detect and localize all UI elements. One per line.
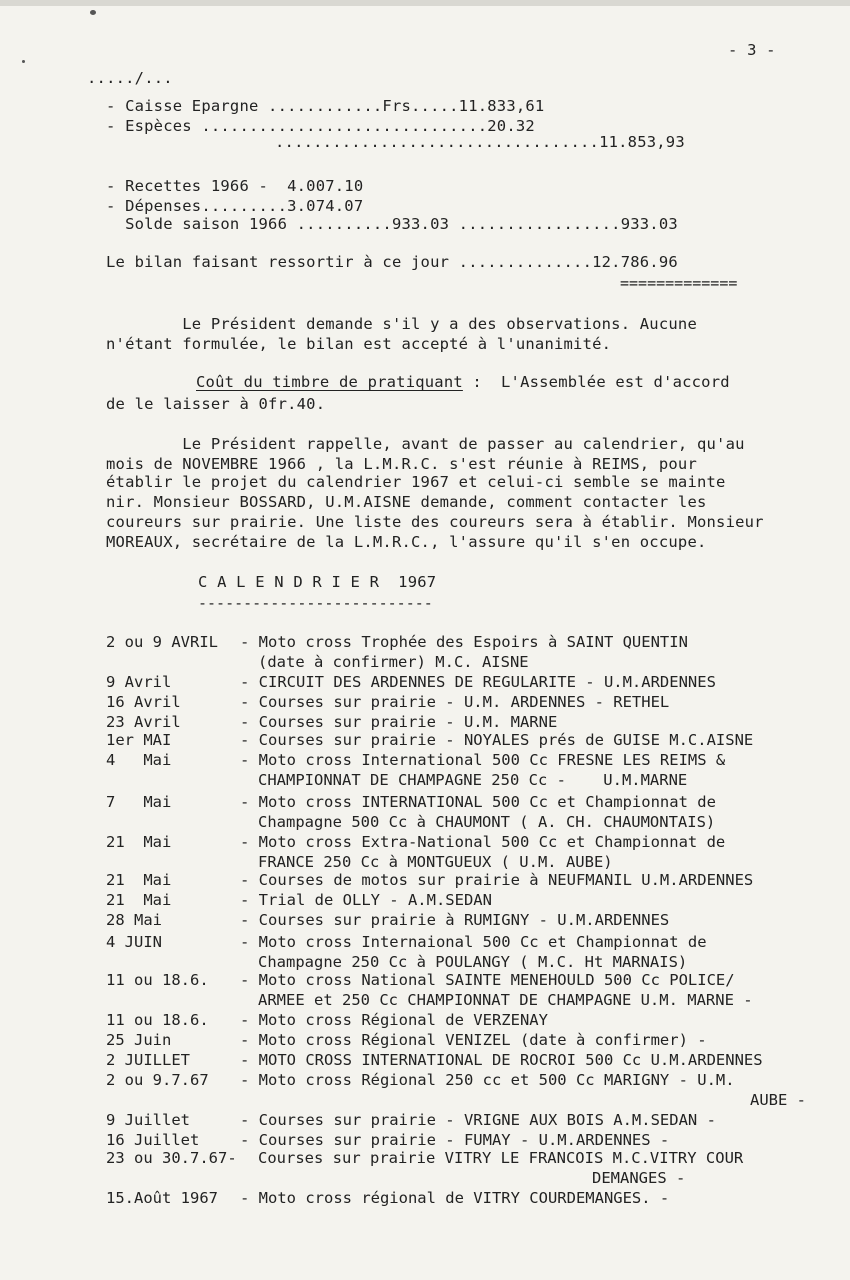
calendar-row-description: - CIRCUIT DES ARDENNES DE REGULARITE - U.M.ARDENNES [240, 673, 716, 691]
calendar-row-date: 4 Mai [106, 751, 172, 769]
calendar-row-description: Courses sur prairie VITRY LE FRANCOIS M.C.VITRY COUR [258, 1149, 744, 1167]
calendar-row-continuation: Champagne 250 Cc à POULANGY ( M.C. Ht MARNAIS) [258, 953, 688, 971]
paragraph-president-l3: établir le projet du calendrier 1967 et celui-ci semble se mainte [106, 473, 726, 491]
calendar-row-description: - Courses sur prairie - FUMAY - U.M.ARDENNES - [240, 1131, 670, 1149]
calendar-row-date: 16 Juillet [106, 1131, 200, 1149]
calendar-heading-underline: -------------------------- [198, 594, 433, 612]
calendar-row-date: 25 Juin [106, 1031, 172, 1049]
account-depenses: - Dépenses.........3.074.07 [106, 197, 364, 215]
calendar-heading: C A L E N D R I E R 1967 [198, 573, 437, 591]
calendar-row-date: 16 Avril [106, 693, 181, 711]
calendar-row-date: 1er MAI [106, 731, 172, 749]
paper-speck [22, 60, 25, 63]
account-solde: Solde saison 1966 ..........933.03 .................933.03 [106, 215, 678, 233]
timbre-heading: Coût du timbre de pratiquant [196, 373, 463, 391]
calendar-row-continuation: DEMANGES - [592, 1169, 686, 1187]
calendar-row-description: - Courses sur prairie à RUMIGNY - U.M.ARDENNES [240, 911, 670, 929]
calendar-row-description: - Courses sur prairie - NOYALES prés de GUISE M.C.AISNE [240, 731, 754, 749]
continuation-marker: ...../... [87, 69, 173, 87]
paragraph-timbre-l2: de le laisser à 0fr.40. [106, 395, 326, 413]
calendar-row-description: - Courses sur prairie - U.M. MARNE [240, 713, 558, 731]
account-caisse-epargne: - Caisse Epargne ............Frs.....11.833,61 [106, 97, 545, 115]
paragraph-observations-l2: n'étant formulée, le bilan est accepté à l'unanimité. [106, 335, 612, 353]
paper-speck [90, 10, 96, 15]
calendar-row-date: 21 Mai [106, 891, 172, 909]
calendar-row-date: 15.Août 1967 [106, 1189, 218, 1207]
calendar-row-date: 11 ou 18.6. [106, 1011, 209, 1029]
calendar-row-continuation: CHAMPIONNAT DE CHAMPAGNE 250 Cc - U.M.MARNE [258, 771, 688, 789]
account-especes: - Espèces ..............................20.32 [106, 117, 535, 135]
calendar-row-description: - Courses de motos sur prairie à NEUFMANIL U.M.ARDENNES [240, 871, 754, 889]
calendar-row-description: - Moto cross Trophée des Espoirs à SAINT QUENTIN [240, 633, 688, 651]
timbre-text: : L'Assemblée est d'accord [462, 373, 730, 391]
calendar-row-description: - Courses sur prairie - VRIGNE AUX BOIS A.M.SEDAN - [240, 1111, 716, 1129]
calendar-row-continuation: ARMEE et 250 Cc CHAMPIONNAT DE CHAMPAGNE U.M. MARNE - [258, 991, 753, 1009]
calendar-row-continuation: AUBE - [750, 1091, 806, 1109]
paragraph-president-l4: nir. Monsieur BOSSARD, U.M.AISNE demande, comment contacter les [106, 493, 707, 511]
calendar-row-date: 11 ou 18.6. [106, 971, 209, 989]
bilan-line: Le bilan faisant ressortir à ce jour ..............12.786.96 [106, 253, 678, 271]
calendar-row-date: 2 ou 9.7.67 [106, 1071, 209, 1089]
account-subtotal: ..................................11.853,93 [275, 133, 685, 151]
calendar-row-date: 7 Mai [106, 793, 172, 811]
calendar-row-date: 9 Juillet [106, 1111, 190, 1129]
calendar-row-description: - Moto cross Régional 250 cc et 500 Cc MARIGNY - U.M. [240, 1071, 735, 1089]
calendar-row-description: - Moto cross Extra-National 500 Cc et Championnat de [240, 833, 726, 851]
calendar-row-description: - Trial de OLLY - A.M.SEDAN [240, 891, 492, 909]
calendar-row-description: - Moto cross régional de VITRY COURDEMANGES. - [240, 1189, 670, 1207]
calendar-row-date: 21 Mai [106, 833, 172, 851]
page-number: - 3 - [728, 41, 776, 59]
calendar-row-date: 2 ou 9 AVRIL [106, 633, 218, 651]
calendar-row-date: 28 Mai [106, 911, 162, 929]
calendar-row-description: - Moto cross Internaional 500 Cc et Championnat de [240, 933, 707, 951]
calendar-row-continuation: (date à confirmer) M.C. AISNE [258, 653, 529, 671]
calendar-row-description: - Moto cross Régional de VERZENAY [240, 1011, 548, 1029]
calendar-row-date: 23 ou 30.7.67- [106, 1149, 237, 1167]
calendar-row-date: 23 Avril [106, 713, 181, 731]
calendar-row-description: - Moto cross National SAINTE MENEHOULD 500 Cc POLICE/ [240, 971, 735, 989]
calendar-row-continuation: Champagne 500 Cc à CHAUMONT ( A. CH. CHAUMONTAIS) [258, 813, 716, 831]
paragraph-president-l2: mois de NOVEMBRE 1966 , la L.M.R.C. s'est réunie à REIMS, pour [106, 455, 697, 473]
paragraph-president-l6: MOREAUX, secrétaire de la L.M.R.C., l'assure qu'il s'en occupe. [106, 533, 707, 551]
calendar-row-description: - Moto cross International 500 Cc FRESNE LES REIMS & [240, 751, 726, 769]
paragraph-president-l1: Le Président rappelle, avant de passer au calendrier, qu'au [106, 435, 745, 453]
calendar-row-description: - Moto cross INTERNATIONAL 500 Cc et Championnat de [240, 793, 716, 811]
calendar-row-date: 21 Mai [106, 871, 172, 889]
paragraph-observations-l1: Le Président demande s'il y a des observations. Aucune [106, 315, 697, 333]
account-recettes: - Recettes 1966 - 4.007.10 [106, 177, 364, 195]
calendar-row-description: - MOTO CROSS INTERNATIONAL DE ROCROI 500 Cc U.M.ARDENNES [240, 1051, 763, 1069]
calendar-row-continuation: FRANCE 250 Cc à MONTGUEUX ( U.M. AUBE) [258, 853, 613, 871]
paragraph-timbre-l1 [196, 372, 730, 392]
calendar-row-date: 9 Avril [106, 673, 172, 691]
calendar-row-description: - Courses sur prairie - U.M. ARDENNES - RETHEL [240, 693, 670, 711]
calendar-row-description: - Moto cross Régional VENIZEL (date à confirmer) - [240, 1031, 707, 1049]
paragraph-president-l5: coureurs sur prairie. Une liste des coureurs sera à établir. Monsieur [106, 513, 764, 531]
calendar-row-date: 4 JUIN [106, 933, 162, 951]
page-top-edge [0, 0, 850, 6]
calendar-row-date: 2 JUILLET [106, 1051, 190, 1069]
bilan-double-rule: ============= [620, 274, 738, 292]
